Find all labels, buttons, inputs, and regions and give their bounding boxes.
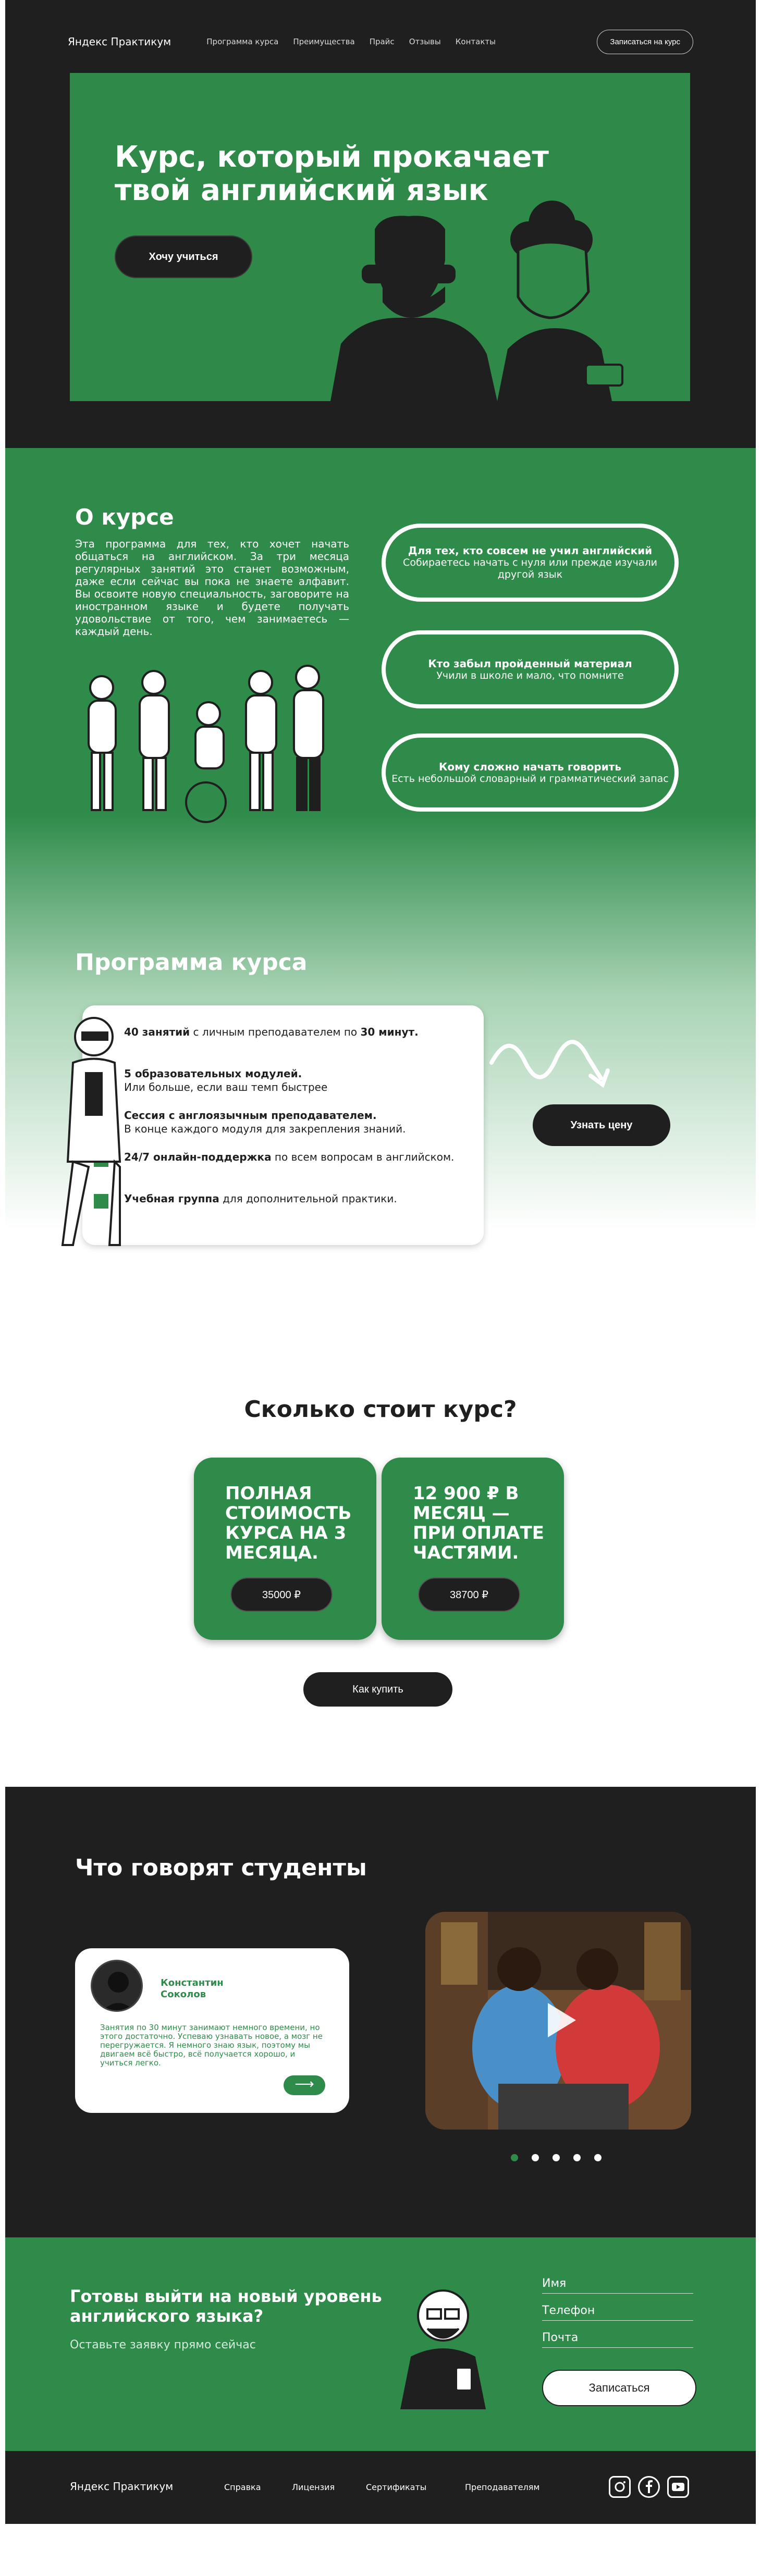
audience-card-beginners — [382, 524, 679, 602]
name-field[interactable] — [542, 2274, 693, 2294]
audience-text: Есть небольшой словарный и грамматический запас — [391, 773, 669, 785]
facebook-icon[interactable] — [638, 2476, 660, 2498]
footer-link-help[interactable]: Справка — [224, 2482, 261, 2492]
youtube-icon[interactable] — [667, 2476, 689, 2498]
cta-subtitle: Оставьте заявку прямо сейчас — [70, 2338, 256, 2351]
price-card-installment — [382, 1458, 564, 1640]
hero-title: Курс, который прокачает твой английский язык — [115, 140, 549, 207]
signup-section — [5, 2237, 756, 2451]
nav-link-advantages[interactable]: Преимущества — [293, 37, 355, 46]
price-card-title: ПОЛНАЯ СТОИМОСТЬ КУРСА НА 3 МЕСЯЦА. — [225, 1483, 352, 1563]
audience-card-forgot — [382, 630, 679, 708]
nav-link-contacts[interactable]: Контакты — [455, 37, 496, 46]
price-card-full — [194, 1458, 376, 1640]
signup-button[interactable]: Записаться — [542, 2370, 696, 2406]
nav-link-price[interactable]: Прайс — [369, 37, 395, 46]
about-title: О курсе — [75, 504, 174, 530]
audience-text: Учили в школе и мало, что помните — [436, 669, 624, 681]
footer-link-teachers[interactable]: Преподавателям — [465, 2482, 540, 2492]
program-item: 40 занятий с личным преподавателем по 30 минут. — [124, 1025, 458, 1039]
price-button[interactable]: 35000 ₽ — [230, 1577, 333, 1612]
nav-links — [206, 37, 496, 46]
reviews-section — [5, 1787, 756, 2237]
want-to-learn-button[interactable]: Хочу учиться — [115, 235, 252, 278]
about-program-section — [5, 448, 756, 1292]
footer — [5, 2451, 756, 2524]
carousel-dot[interactable] — [511, 2154, 518, 2161]
nav-link-reviews[interactable]: Отзывы — [409, 37, 441, 46]
cta-title: Готовы выйти на новый уровень английского языка? — [70, 2286, 382, 2326]
price-card-title: 12 900 ₽ В МЕСЯЦ — ПРИ ОПЛАТЕ ЧАСТЯМИ. — [413, 1483, 544, 1563]
footer-link-license[interactable]: Лицензия — [292, 2482, 335, 2492]
footer-logo[interactable]: Яндекс Практикум — [70, 2480, 174, 2493]
carousel-dot[interactable] — [532, 2154, 539, 2161]
play-icon[interactable] — [536, 1998, 581, 2043]
footer-links — [224, 2482, 539, 2492]
price-button[interactable]: 38700 ₽ — [418, 1577, 520, 1612]
program-item: Учебная группа для дополнительной практики. — [124, 1192, 458, 1205]
program-item: Сессия с англоязычным преподавателем. В конце каждого модуля для закрепления знаний. — [124, 1109, 458, 1136]
carousel-dot[interactable] — [553, 2154, 560, 2161]
program-item: 5 образовательных модулей. Или больше, если ваш темп быстрее — [124, 1067, 458, 1094]
teacher-illustration — [26, 1005, 141, 1266]
reviewer-name: Константин Соколов — [161, 1977, 224, 2000]
audience-title: Кому сложно начать говорить — [439, 760, 621, 773]
man-illustration — [391, 2279, 490, 2409]
enroll-button[interactable]: Записаться на курс — [597, 30, 693, 54]
phone-field[interactable] — [542, 2301, 693, 2321]
audience-title: Для тех, кто совсем не учил английский — [408, 544, 653, 557]
wave-arrow-icon — [489, 1026, 619, 1094]
hero-banner — [70, 73, 690, 401]
avatar — [91, 1960, 143, 2012]
instagram-icon[interactable] — [609, 2476, 631, 2498]
audience-title: Кто забыл пройденный материал — [428, 657, 632, 670]
audience-text: Собираетесь начать с нуля или прежде изучали другой язык — [403, 557, 657, 580]
top-nav — [68, 27, 693, 56]
students-illustration — [63, 656, 354, 833]
review-text: Занятия по 30 минут занимают немного времени, но этого достаточно. Успеваю узнавать новое, а мозг не перегружается. Я немного знаю язык, поэтому мы двигаем всё быстро, всё получается хорошо, и учиться легко. — [100, 2023, 323, 2068]
arrow-right-icon[interactable]: ⟶ — [284, 2075, 325, 2095]
reviews-title: Что говорят студенты — [75, 1855, 367, 1881]
review-video[interactable] — [425, 1912, 691, 2130]
carousel-dot[interactable] — [594, 2154, 602, 2161]
program-card — [82, 1005, 484, 1245]
how-to-buy-button[interactable]: Как купить — [303, 1672, 452, 1707]
audience-card-speaking — [382, 733, 679, 812]
program-title: Программа курса — [75, 949, 308, 976]
email-field[interactable] — [542, 2328, 693, 2348]
carousel-dots — [511, 2154, 602, 2161]
nav-link-program[interactable]: Программа курса — [206, 37, 279, 46]
pricing-title: Сколько стоит курс? — [244, 1396, 517, 1423]
check-price-button[interactable]: Узнать цену — [533, 1104, 670, 1146]
logo[interactable]: Яндекс Практикум — [68, 35, 171, 48]
review-card — [75, 1948, 349, 2113]
header-section — [5, 0, 756, 448]
program-item: 24/7 онлайн-поддержка по всем вопросам в английском. — [124, 1150, 458, 1164]
footer-link-certificates[interactable]: Сертификаты — [366, 2482, 427, 2492]
carousel-dot[interactable] — [573, 2154, 581, 2161]
about-text: Эта программа для тех, кто хочет начать общаться на английском. За три месяца регулярных занятий это станет возможным, даже если сейчас вы пока не знаете алфавит. Вы освоите новую специальность, заговорите на иностранном языке и будете получать удовольствие от того, чем занимаетесь — каждый день. — [75, 538, 349, 638]
pricing-section — [5, 1292, 756, 1787]
